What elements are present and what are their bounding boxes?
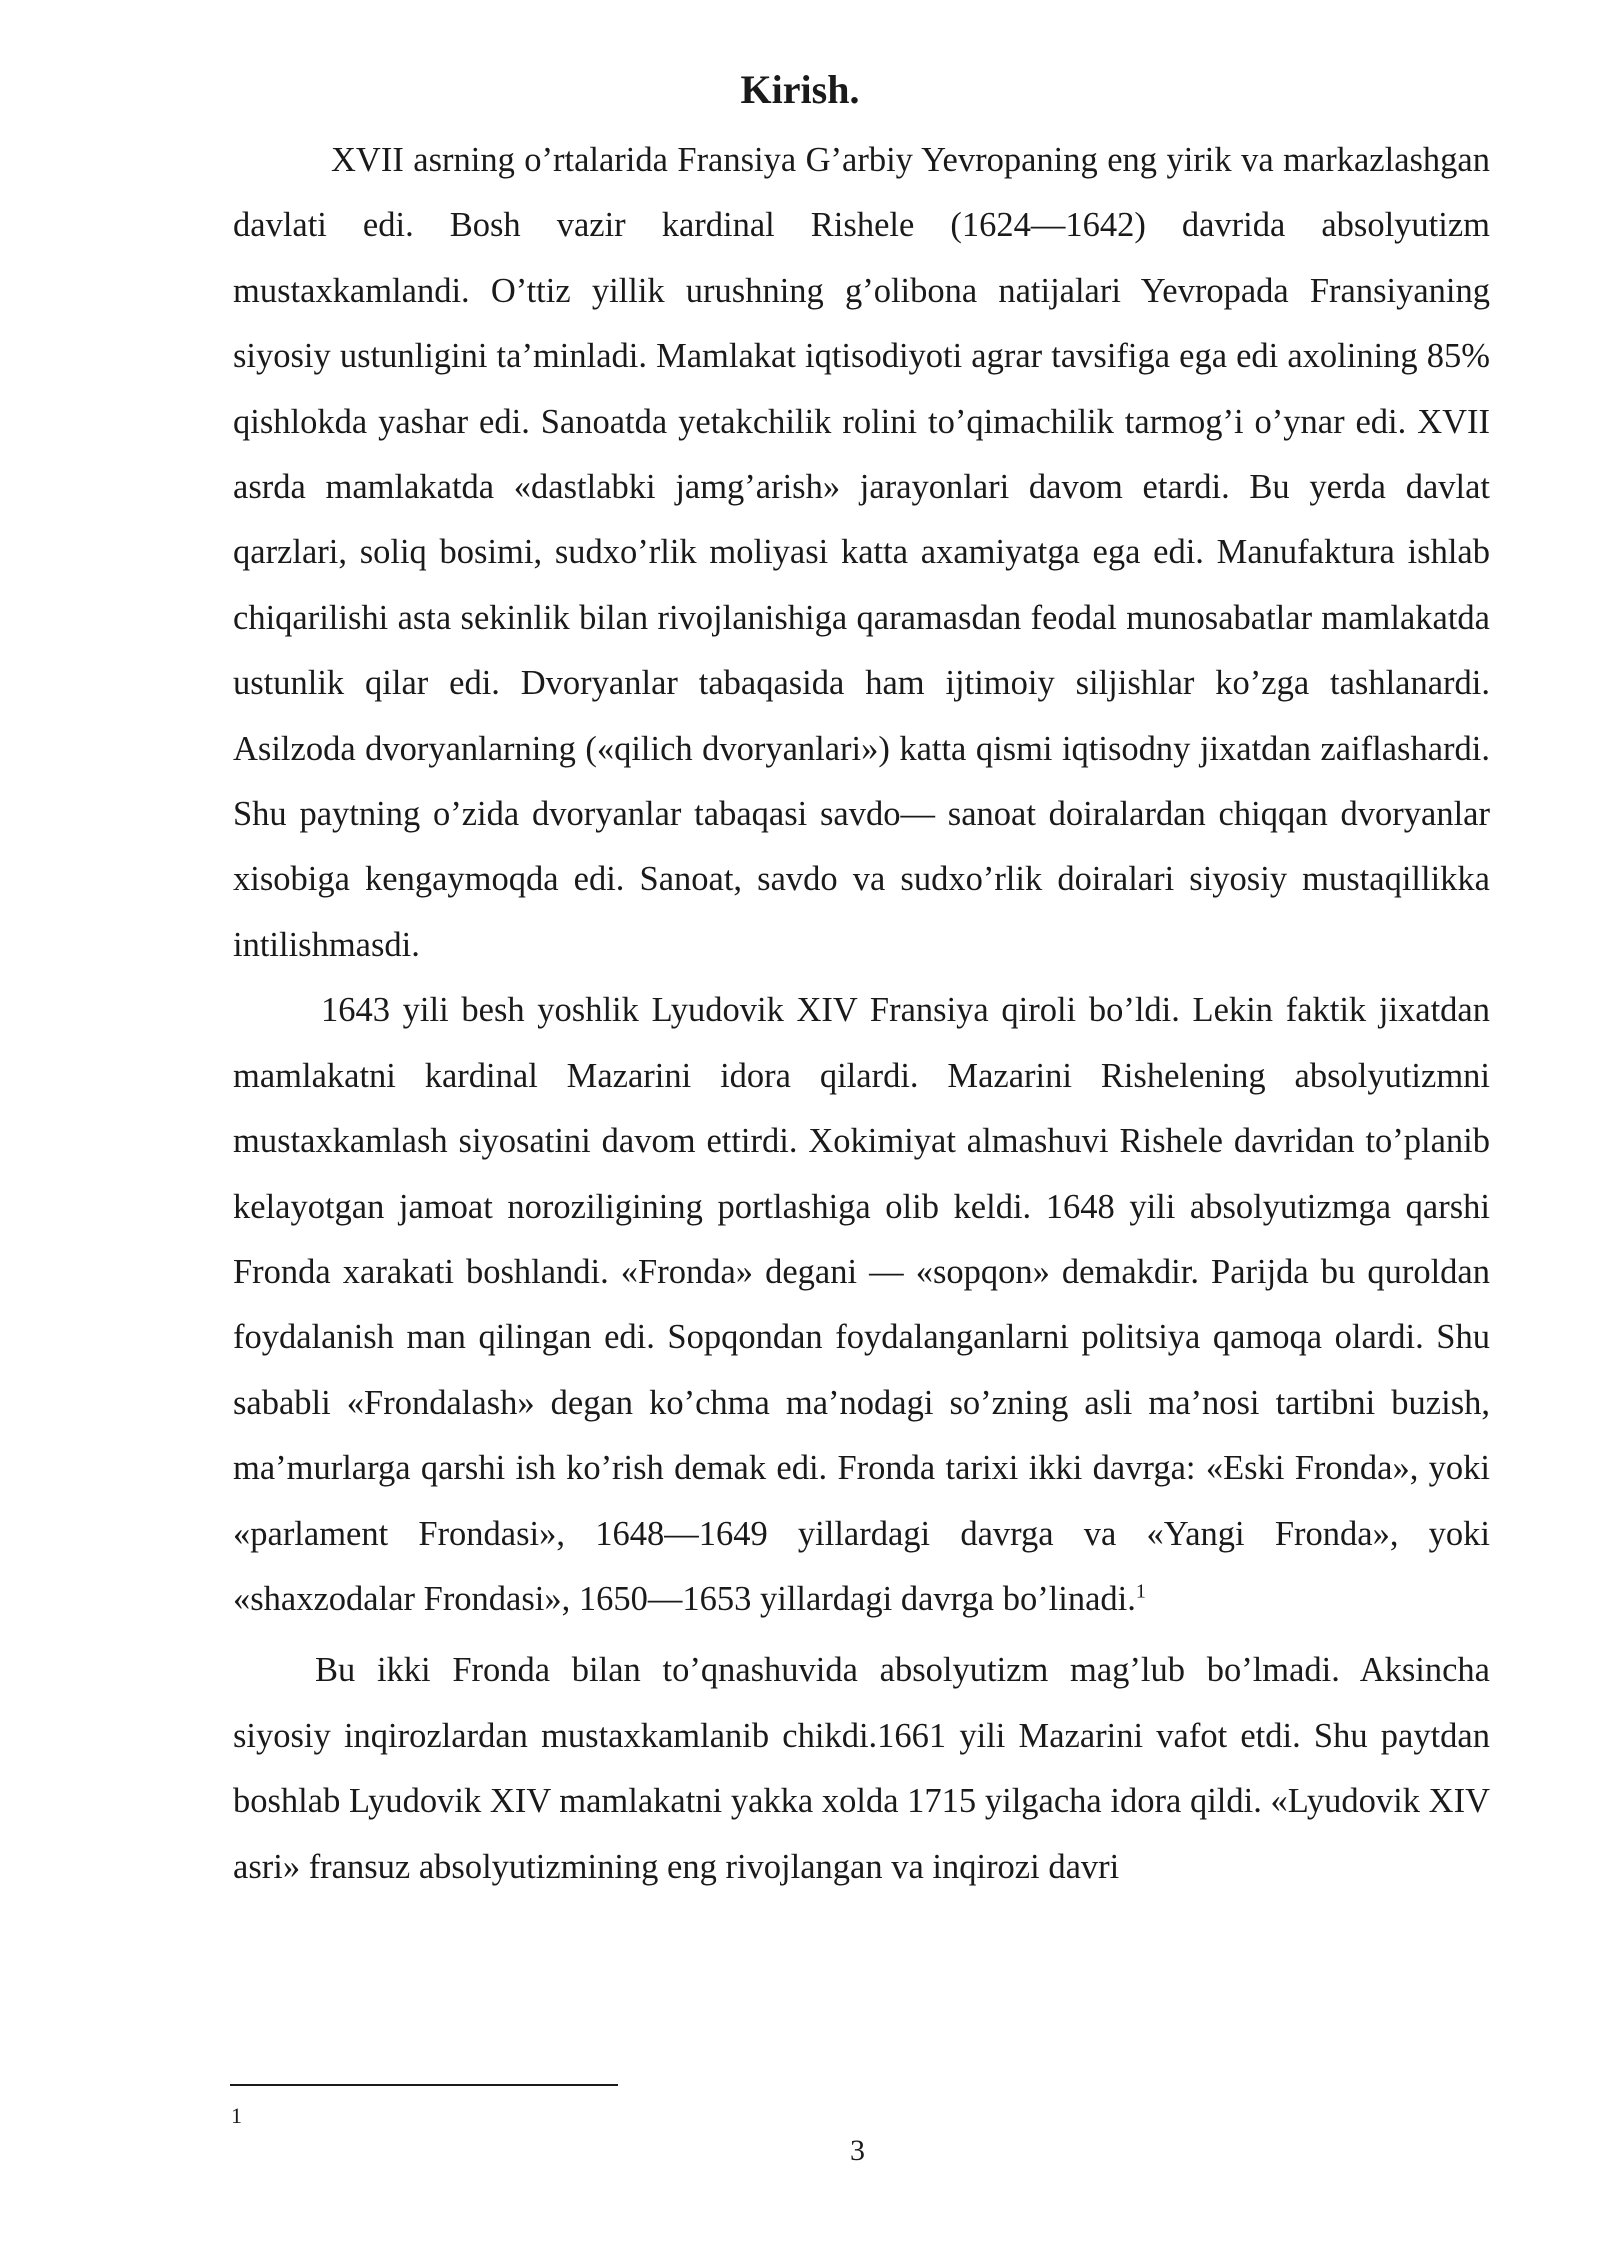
footnote-number: 1 xyxy=(231,2103,242,2128)
paragraph-1: XVII asrning o’rtalarida Fransiya G’arbiy Yevropaning eng yirik va markazlashgan davlati edi. Bosh vazir kardinal Rishele (1624—1642) davrida absolyutizm mustaxkamlandi. O’ttiz yillik urushning g’olibona natijalari Yevropada Fransiyaning siyosiy ustunligini ta’minladi. Mamlakat iqtisodiyoti agrar tavsifiga ega edi axolining 85% qishlokda yashar edi. Sanoatda yetakchilik rolini to’qimachilik tarmog’i o’ynar edi. XVII asrda mamlakatda «dastlabki jamg’arish» jarayonlari davom etardi. Bu yerda davlat qarzlari, soliq bosimi, sudxo’rlik moliyasi katta axamiyatga ega edi. Manufaktura ishlab chiqarilishi asta sekinlik bilan rivojlanishiga qaramasdan feodal munosabatlar mamlakatda ustunlik qilar edi. Dvoryanlar tabaqasida ham ijtimoiy siljishlar ko’zga tashlanardi. Asilzoda dvoryanlarning («qilich dvoryanlari») katta qismi iqtisodny jixatdan zaiflashardi. Shu paytning o’zida dvoryanlar tabaqasi savdo— sanoat doiralardan chiqqan dvoryanlar xisobiga kengaymoqda edi. Sanoat, savdo va sudxo’rlik doiralari siyosiy mustaqillikka intilishmasdi. xyxy=(233,141,1490,964)
body-text xyxy=(233,128,1490,1900)
paragraph-2-text: 1643 yili besh yoshlik Lyudovik XIV Fransiya qiroli bo’ldi. Lekin faktik jixatdan mamlakatni kardinal Mazarini idora qilardi. Mazarini Rishelening absolyutizmni mustaxkamlash siyosatini davom ettirdi. Xokimiyat almashuvi Rishele davridan to’planib kelayotgan jamoat noroziligining portlashiga olib keldi. 1648 yili absolyutizmga qarshi Fronda xarakati boshlandi. «Fronda» degani — «sopqon» demakdir. Parijda bu quroldan foydalanish man qilingan edi. Sopqondan foydalanganlarni politsiya qamoqa olardi. Shu sababli «Frondalash» degan ko’chma ma’nodagi so’zning asli ma’nosi tartibni buzish, ma’murlarga qarshi ish ko’rish demak edi. Fronda tarixi ikki davrga: «Eski Fronda», yoki «parlament Frondasi», 1648—1649 yillardagi davrga va «Yangi Fronda», yoki «shaxzodalar Frondasi», 1650—1653 yillardagi davrga bo’linadi. xyxy=(233,991,1490,1618)
page-title: Kirish. xyxy=(740,67,860,112)
footnote-separator xyxy=(230,2084,618,2086)
paragraph-3: Bu ikki Fronda bilan to’qnashuvida absolyutizm mag’lub bo’lmadi. Aksincha siyosiy inqirozlardan mustaxkamlanib chikdi.1661 yili Mazarini vafot etdi. Shu paytdan boshlab Lyudovik XIV mamlakatni yakka xolda 1715 yilgacha idora qildi. «Lyudovik XIV asri» fransuz absolyutizmining eng rivojlangan va inqirozi davri xyxy=(233,1651,1490,1886)
page-number: 3 xyxy=(850,2134,865,2167)
footnote-reference[interactable]: 1 xyxy=(1135,1580,1146,1603)
paragraph-2 xyxy=(233,978,1490,1632)
